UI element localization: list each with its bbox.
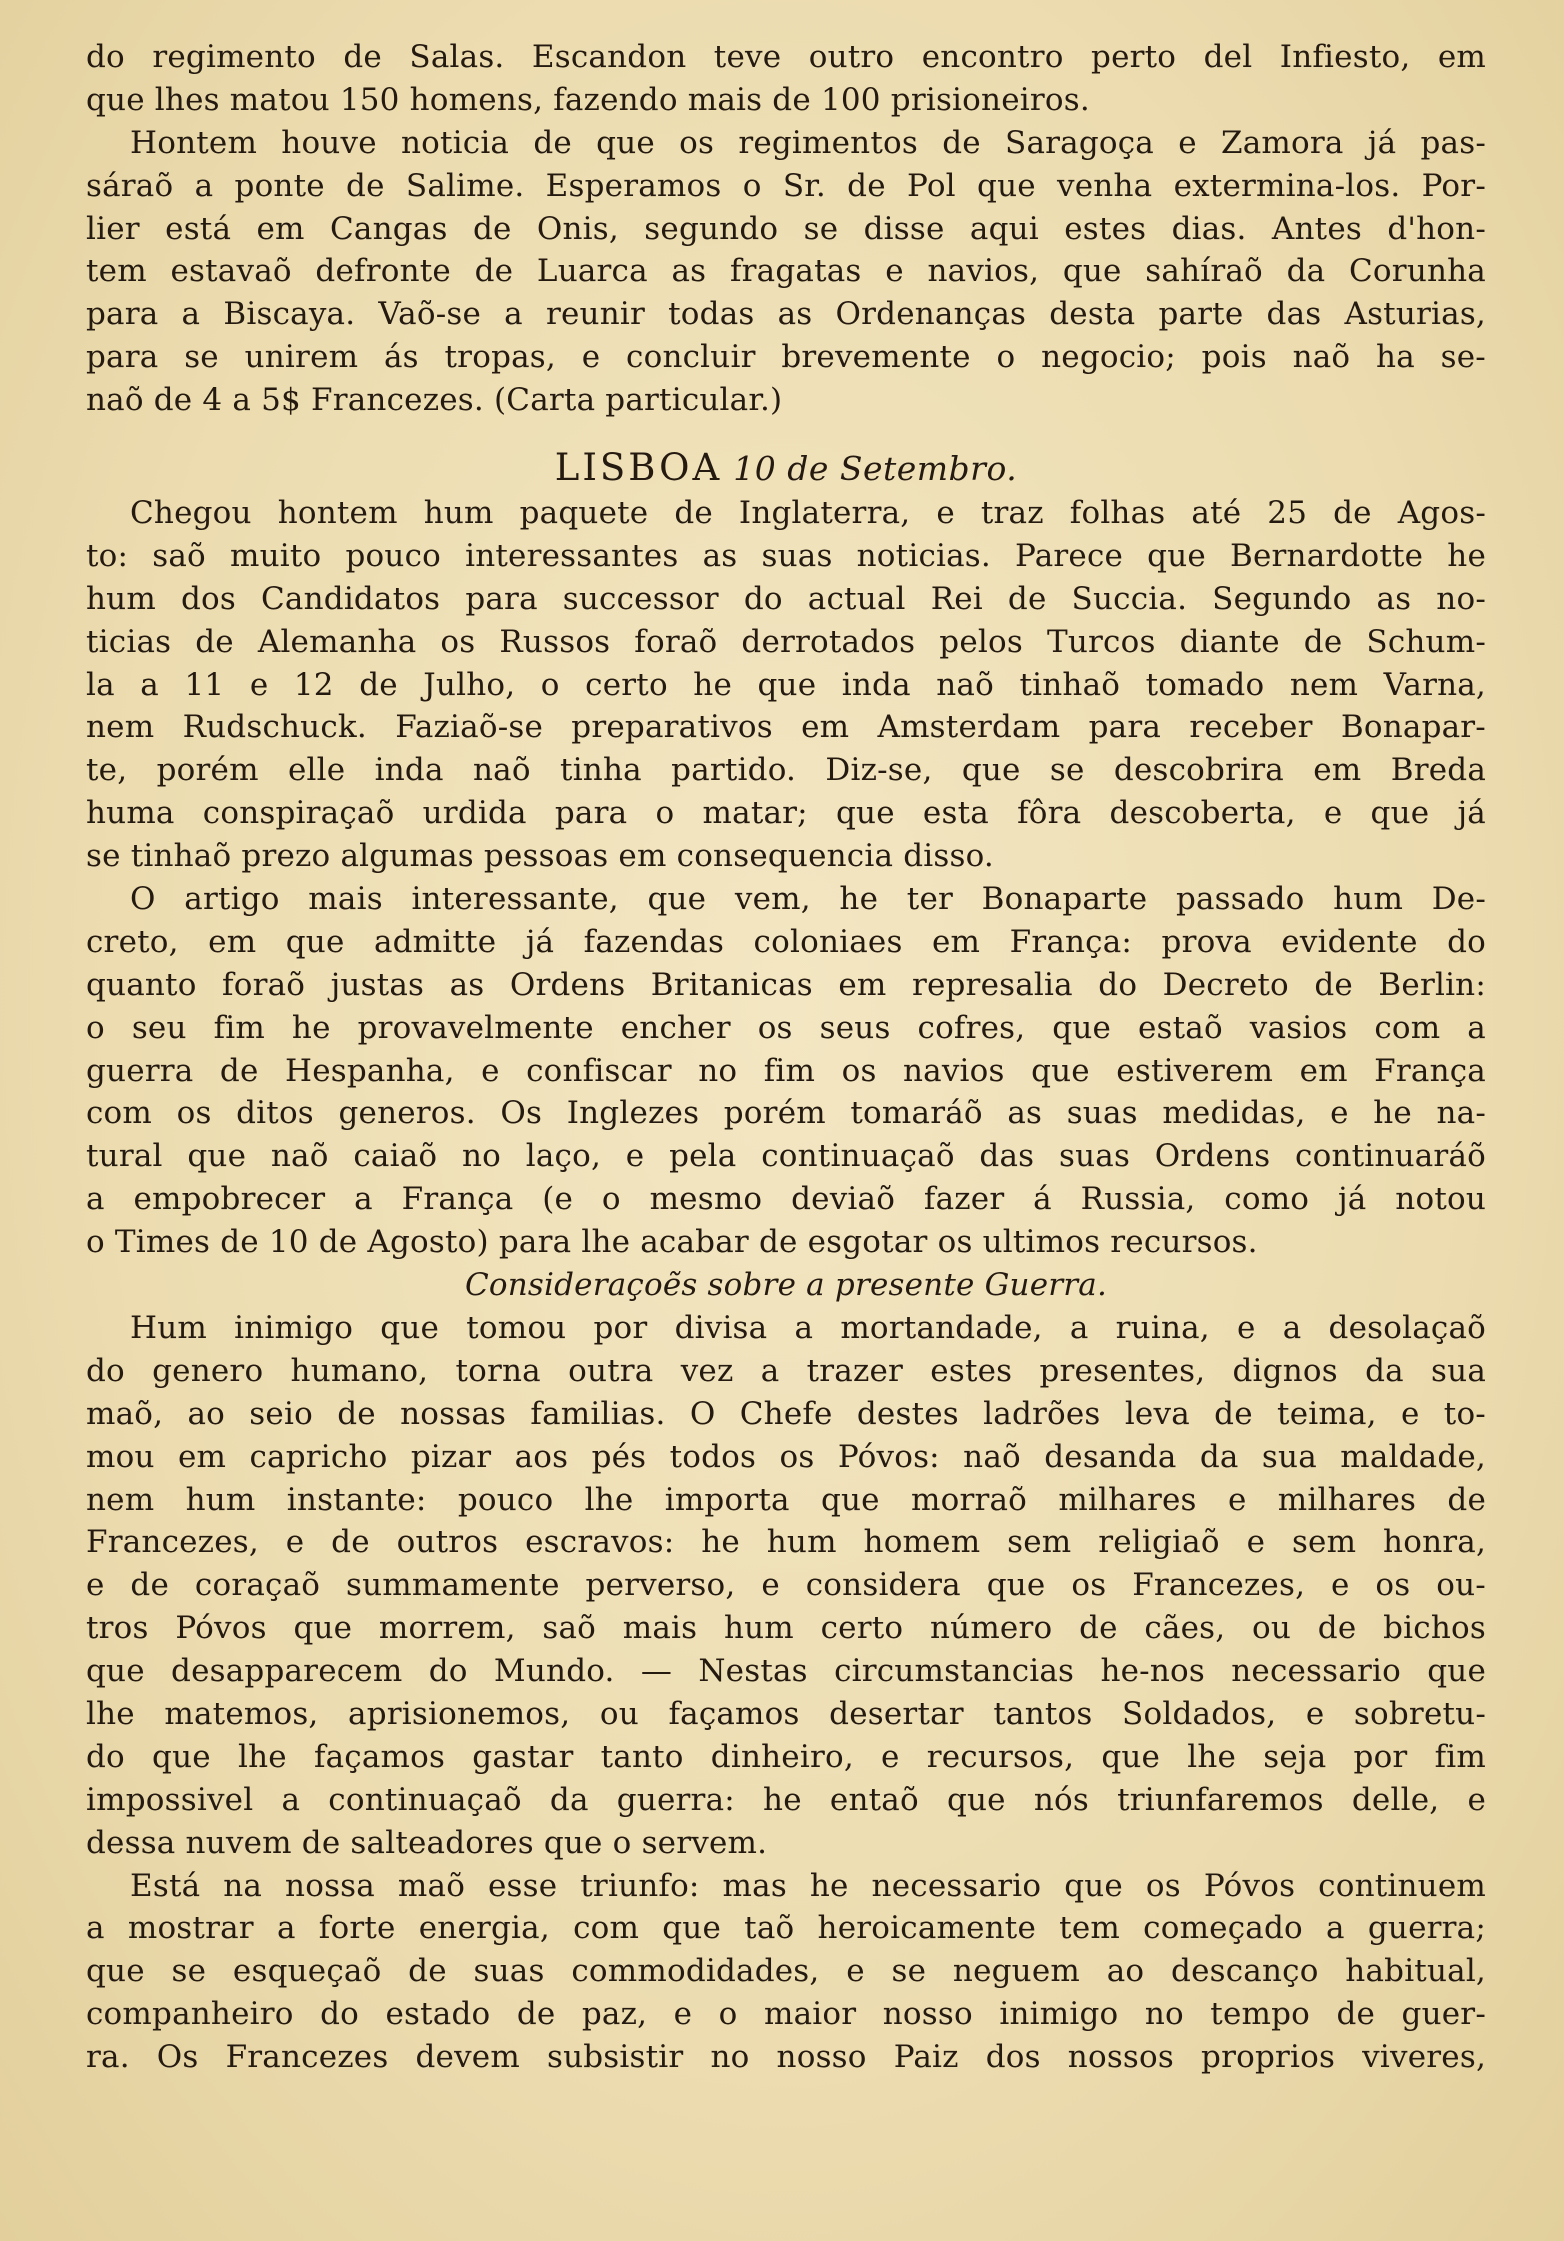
text-line: to: saõ muito pouco interessantes as suas noticias. Parece que Bernardotte he bbox=[86, 537, 1486, 574]
text-line: Hontem houve noticia de que os regimentos de Saragoça e Zamora já pas- bbox=[130, 124, 1486, 161]
heading-place: LISBOA bbox=[554, 446, 723, 490]
text-line: o seu fim he provavelmente encher os seus cofres, que estaõ vasios com a bbox=[86, 1009, 1486, 1046]
text-line: ra. Os Francezes devem subsistir no nosso Paiz dos nossos proprios viveres, bbox=[86, 2039, 1486, 2076]
text-line: do genero humano, torna outra vez a trazer estes presentes, dignos da sua bbox=[86, 1352, 1486, 1389]
text-line: se tinhaõ prezo algumas pessoas em consequencia disso. bbox=[86, 838, 994, 875]
text-line: impossivel a continuaçaõ da guerra: he entaõ que nós triunfaremos delle, e bbox=[86, 1781, 1486, 1818]
text-line: que se esqueçaõ de suas commodidades, e se neguem ao descanço habitual, bbox=[86, 1953, 1486, 1990]
text-line: a empobrecer a França (e o mesmo deviaõ fazer á Russia, como já notou bbox=[86, 1181, 1486, 1218]
text-line: tural que naõ caiaõ no laço, e pela continuaçaõ das suas Ordens continuaráõ bbox=[86, 1138, 1486, 1175]
section-subheading: Consideraçoẽs sobre a presente Guerra. bbox=[464, 1267, 1108, 1304]
text-line: o Times de 10 de Agosto) para lhe acabar de esgotar os ultimos recursos. bbox=[86, 1224, 1258, 1261]
text-line: companheiro do estado de paz, e o maior nosso inimigo no tempo de guer- bbox=[86, 1996, 1486, 2033]
text-line: para se unirem ás tropas, e concluir brevemente o negocio; pois naõ ha se- bbox=[86, 339, 1486, 376]
text-line: Está na nossa maõ esse triunfo: mas he necessario que os Póvos continuem bbox=[130, 1867, 1486, 1904]
text-line: nem hum instante: pouco lhe importa que morraõ milhares e milhares de bbox=[86, 1481, 1486, 1518]
text-line: te, porém elle inda naõ tinha partido. Diz-se, que se descobrira em Breda bbox=[86, 752, 1486, 789]
text-line: guerra de Hespanha, e confiscar no fim os navios que estiverem em França bbox=[86, 1052, 1486, 1089]
text-line: que desapparecem do Mundo. — Nestas circumstancias he-nos necessario que bbox=[86, 1653, 1486, 1690]
text-line: mou em capricho pizar aos pés todos os Póvos: naõ desanda da sua maldade, bbox=[86, 1438, 1486, 1475]
text-line: lier está em Cangas de Onis, segundo se disse aqui estes dias. Antes d'hon- bbox=[86, 210, 1486, 247]
text-line: la a 11 e 12 de Julho, o certo he que inda naõ tinhaõ tomado nem Varna, bbox=[86, 666, 1486, 703]
paragraph bbox=[86, 1307, 1486, 1865]
text-line: dessa nuvem de salteadores que o servem. bbox=[86, 1824, 768, 1861]
paragraph bbox=[86, 492, 1486, 878]
section-heading bbox=[86, 444, 1486, 492]
text-line: ticias de Alemanha os Russos foraõ derrotados pelos Turcos diante de Schum- bbox=[86, 623, 1486, 660]
paragraph bbox=[86, 36, 1486, 122]
text-line: a mostrar a forte energia, com que taõ heroicamente tem começado a guerra; bbox=[86, 1910, 1486, 1947]
text-line: sáraõ a ponte de Salime. Esperamos o Sr. de Pol que venha extermina-los. Por- bbox=[86, 167, 1486, 204]
text-line: tros Póvos que morrem, saõ mais hum certo número de cães, ou de bichos bbox=[86, 1610, 1486, 1647]
text-line: que lhes matou 150 homens, fazendo mais de 100 prisioneiros. bbox=[86, 81, 1090, 118]
text-line: do que lhe façamos gastar tanto dinheiro, e recursos, que lhe seja por fim bbox=[86, 1738, 1486, 1775]
text-line: O artigo mais interessante, que vem, he ter Bonaparte passado hum De- bbox=[130, 881, 1486, 918]
page-text bbox=[86, 36, 1486, 2079]
text-line: maõ, ao seio de nossas familias. O Chefe destes ladrões leva de teima, e to- bbox=[86, 1395, 1486, 1432]
text-line: creto, em que admitte já fazendas coloniaes em França: prova evidente do bbox=[86, 923, 1486, 960]
text-line: Francezes, e de outros escravos: he hum homem sem religiaõ e sem honra, bbox=[86, 1524, 1486, 1561]
paragraph bbox=[86, 878, 1486, 1264]
text-line: tem estavaõ defronte de Luarca as fragatas e navios, que sahíraõ da Corunha bbox=[86, 253, 1486, 290]
text-line: quanto foraõ justas as Ordens Britanicas em represalia do Decreto de Berlin: bbox=[86, 966, 1486, 1003]
text-line: Hum inimigo que tomou por divisa a mortandade, a ruina, e a desolaçaõ bbox=[130, 1309, 1486, 1346]
text-line: com os ditos generos. Os Inglezes porém tomaráõ as suas medidas, e he na- bbox=[86, 1095, 1486, 1132]
text-line: do regimento de Salas. Escandon teve outro encontro perto del Infiesto, em bbox=[86, 39, 1486, 75]
text-line: hum dos Candidatos para successor do actual Rei de Succia. Segundo as no- bbox=[86, 580, 1486, 617]
heading-date: 10 de Setembro. bbox=[722, 449, 1018, 489]
paragraph bbox=[86, 1865, 1486, 2079]
text-line: lhe matemos, aprisionemos, ou façamos desertar tantos Soldados, e sobretu- bbox=[86, 1695, 1486, 1732]
text-line: nem Rudschuck. Faziaõ-se preparativos em Amsterdam para receber Bonapar- bbox=[86, 709, 1486, 746]
text-line: huma conspiraçaõ urdida para o matar; que esta fôra descoberta, e que já bbox=[86, 795, 1486, 832]
text-line: para a Biscaya. Vaõ-se a reunir todas as Ordenanças desta parte das Asturias, bbox=[86, 296, 1486, 333]
text-line: e de coraçaõ summamente perverso, e considera que os Francezes, e os ou- bbox=[86, 1567, 1486, 1604]
paragraph bbox=[86, 122, 1486, 422]
text-line: naõ de 4 a 5$ Francezes. (Carta particular.) bbox=[86, 382, 783, 419]
text-line: Chegou hontem hum paquete de Inglaterra, e traz folhas até 25 de Agos- bbox=[130, 495, 1486, 532]
